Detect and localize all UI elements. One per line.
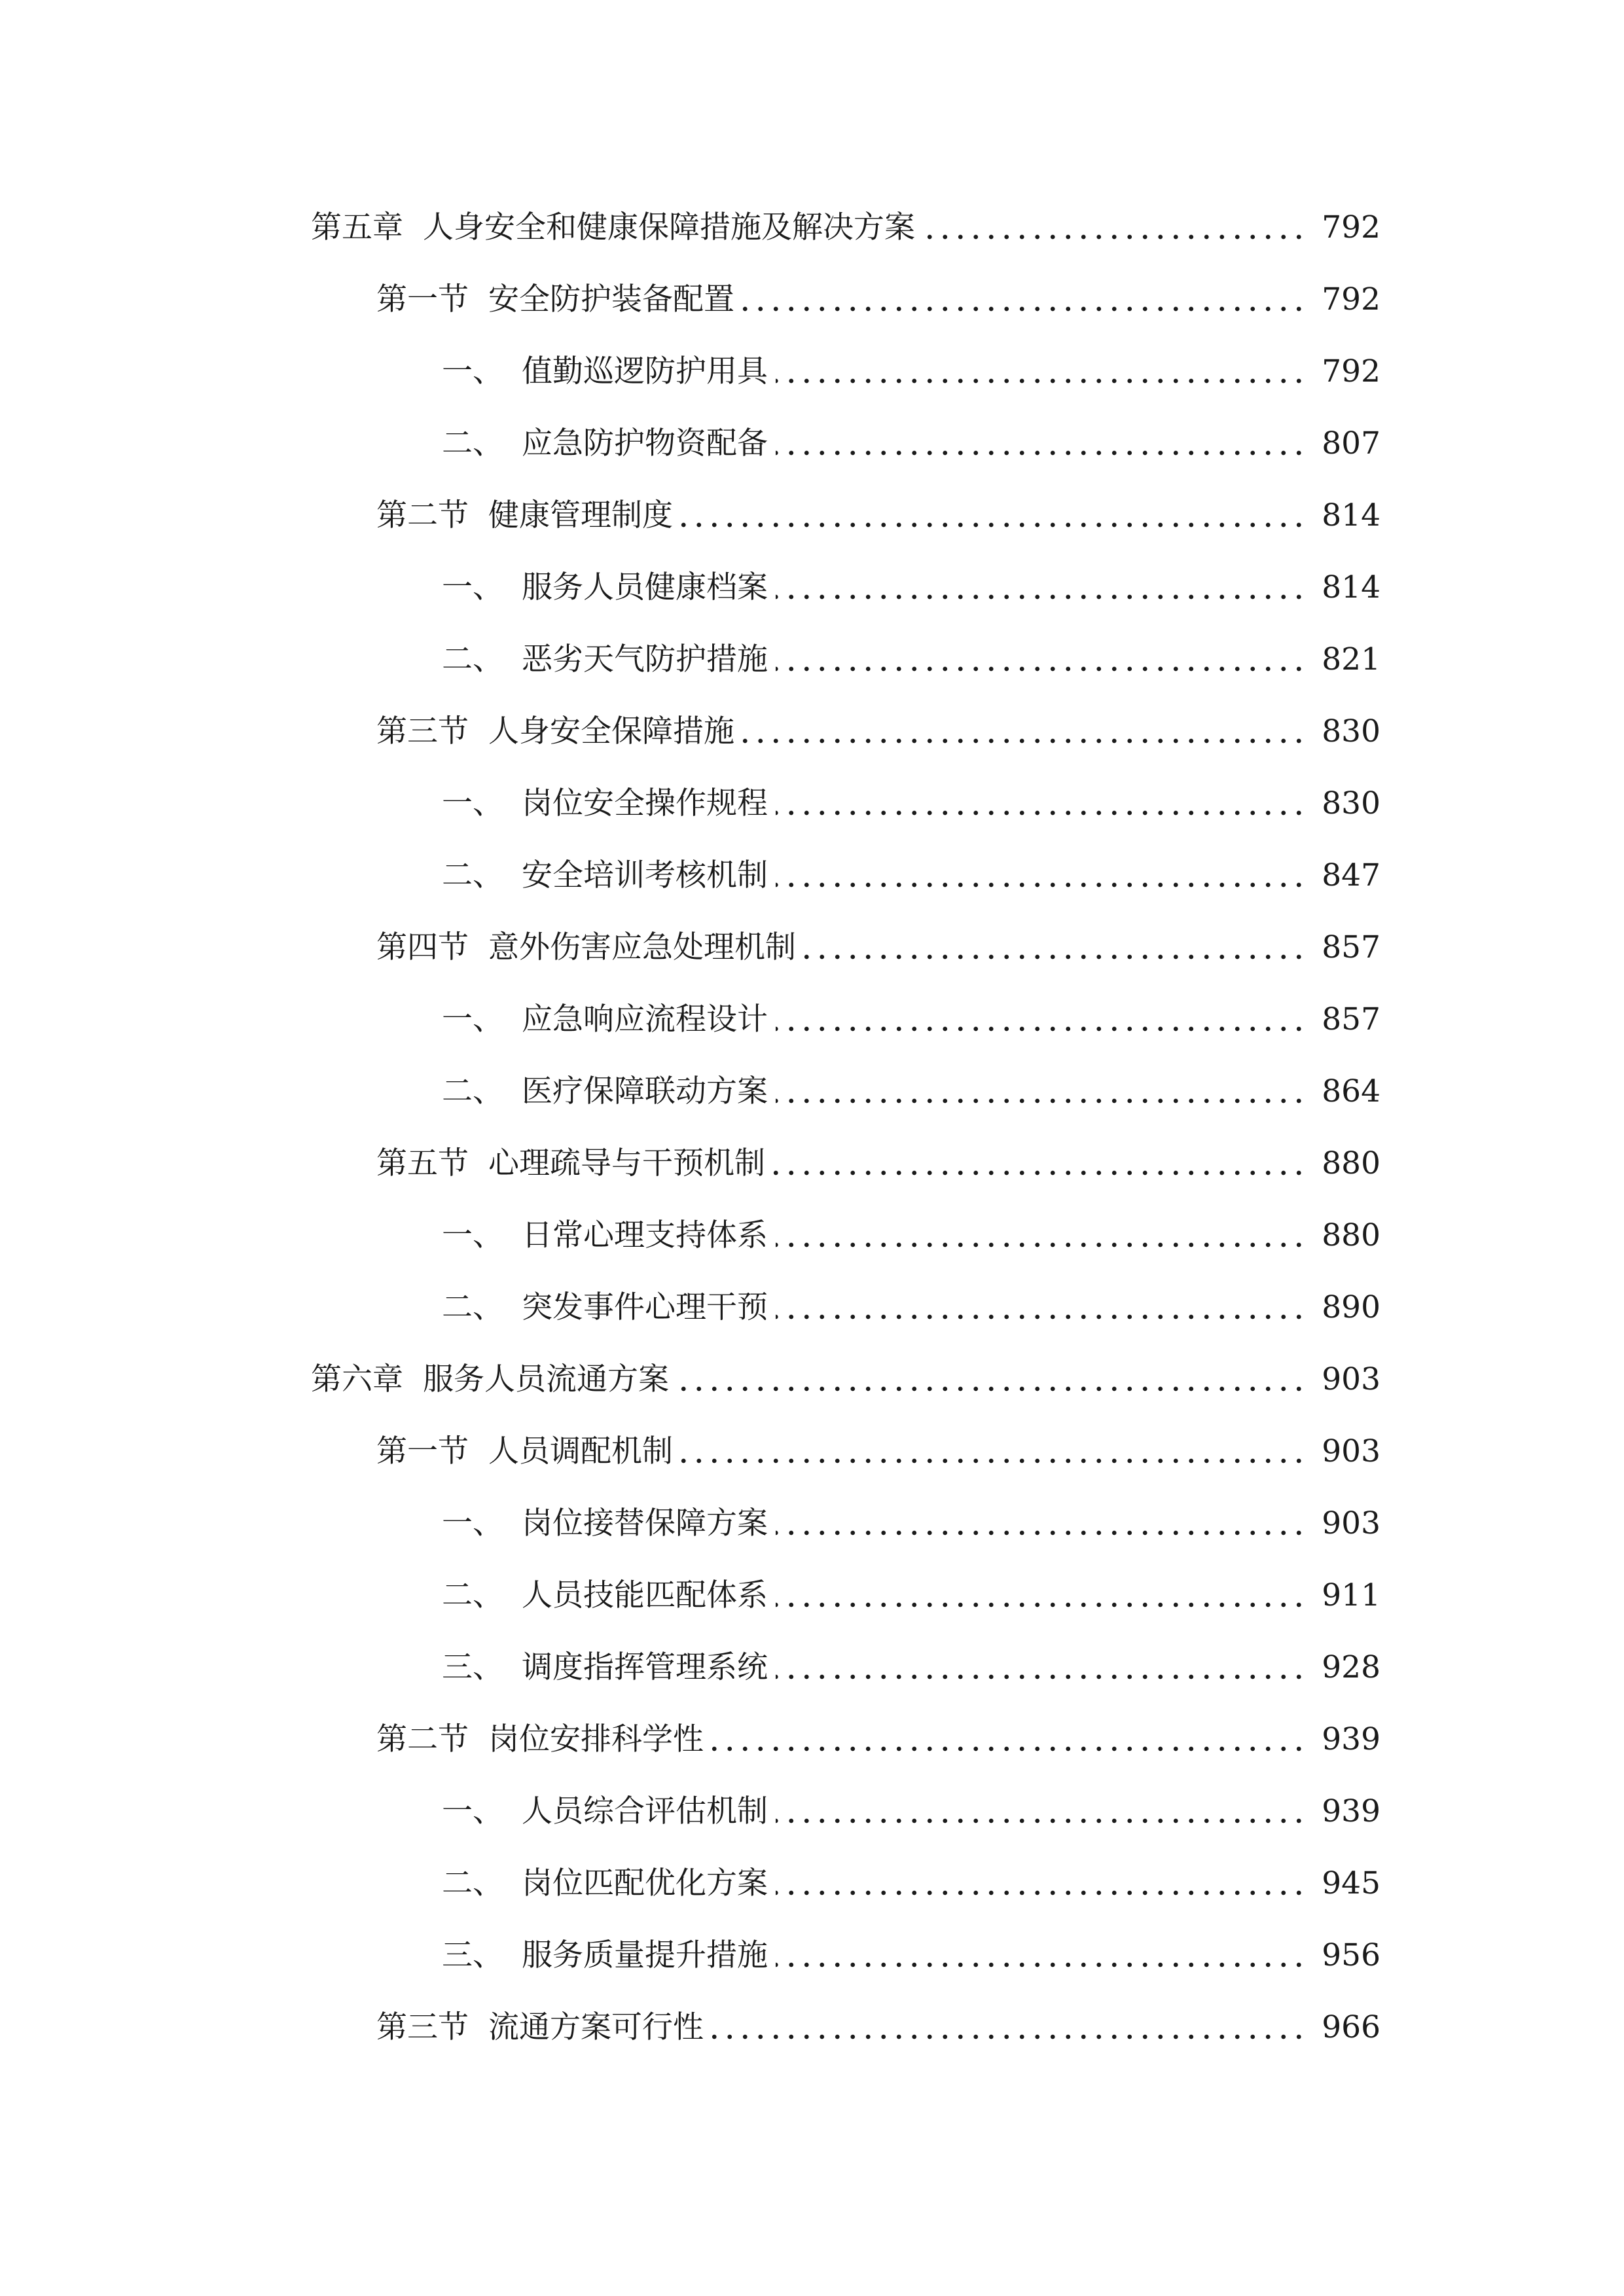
- toc-entry-title: 流通方案可行性: [488, 2009, 704, 2045]
- toc-page-number: 903: [1322, 1505, 1380, 1541]
- toc-entry-number: 二、: [442, 425, 503, 461]
- toc-section-entry[interactable]: [0, 696, 1624, 768]
- dot-leader: [681, 1432, 1307, 1471]
- dot-leader: [776, 1288, 1307, 1327]
- toc-entry-number: 第六章: [311, 1361, 403, 1397]
- table-of-contents: [0, 192, 1624, 2064]
- toc-entry-number: 第二节: [376, 497, 469, 533]
- toc-subsection-entry[interactable]: [0, 840, 1624, 912]
- dot-leader: [776, 784, 1307, 823]
- dot-leader: [742, 712, 1307, 751]
- toc-entry-title: 心理疏导与干预机制: [488, 1145, 765, 1181]
- toc-subsection-entry[interactable]: [0, 1920, 1624, 1992]
- toc-page-number: 945: [1322, 1865, 1380, 1901]
- toc-entry-title: 人员技能匹配体系: [522, 1577, 768, 1613]
- toc-entry-number: 第二节: [376, 1721, 469, 1757]
- toc-subsection-entry[interactable]: [0, 768, 1624, 840]
- toc-entry-number: 三、: [442, 1937, 503, 1973]
- dot-leader: [776, 856, 1307, 895]
- toc-entry-title: 安全培训考核机制: [522, 857, 768, 893]
- toc-page-number: 903: [1322, 1433, 1380, 1469]
- toc-page-number: 792: [1322, 209, 1380, 245]
- toc-subsection-entry[interactable]: [0, 1488, 1624, 1560]
- toc-page-number: 857: [1322, 1001, 1380, 1037]
- toc-entry-number: 一、: [442, 785, 503, 821]
- toc-page-number: 857: [1322, 929, 1380, 965]
- toc-entry-number: 第三节: [376, 713, 469, 749]
- toc-entry-number: 二、: [442, 1577, 503, 1613]
- toc-subsection-entry[interactable]: [0, 1848, 1624, 1920]
- dot-leader: [776, 1864, 1307, 1903]
- toc-entry-number: 二、: [442, 641, 503, 677]
- toc-entry-number: 一、: [442, 353, 503, 389]
- toc-subsection-entry[interactable]: [0, 1056, 1624, 1128]
- toc-entry-number: 第五节: [376, 1145, 469, 1181]
- toc-page-number: 864: [1322, 1073, 1380, 1109]
- toc-section-entry[interactable]: [0, 1704, 1624, 1776]
- toc-subsection-entry[interactable]: [0, 552, 1624, 624]
- dot-leader: [776, 1648, 1307, 1687]
- toc-entry-number: 二、: [442, 1073, 503, 1109]
- dot-leader: [776, 1216, 1307, 1255]
- toc-page-number: 814: [1322, 569, 1380, 605]
- toc-entry-title: 安全防护装备配置: [488, 281, 734, 317]
- toc-section-entry[interactable]: [0, 1128, 1624, 1200]
- dot-leader: [776, 424, 1307, 463]
- dot-leader: [776, 1576, 1307, 1615]
- toc-entry-number: 二、: [442, 1289, 503, 1325]
- toc-entry-title: 服务人员流通方案: [423, 1361, 669, 1397]
- toc-entry-title: 人身安全保障措施: [488, 713, 734, 749]
- toc-entry-title: 岗位接替保障方案: [522, 1505, 768, 1541]
- toc-page-number: 903: [1322, 1361, 1380, 1397]
- toc-subsection-entry[interactable]: [0, 624, 1624, 696]
- toc-section-entry[interactable]: [0, 1416, 1624, 1488]
- dot-leader: [776, 1504, 1307, 1543]
- dot-leader: [742, 280, 1307, 319]
- toc-entry-title: 人员调配机制: [488, 1433, 673, 1469]
- toc-section-entry[interactable]: [0, 912, 1624, 984]
- toc-entry-title: 服务人员健康档案: [522, 569, 768, 605]
- dot-leader: [776, 352, 1307, 391]
- dot-leader: [773, 1144, 1307, 1183]
- toc-entry-number: 二、: [442, 857, 503, 893]
- toc-entry-title: 人员综合评估机制: [522, 1793, 768, 1829]
- toc-page-number: 821: [1322, 641, 1380, 677]
- toc-page-number: 880: [1322, 1145, 1380, 1181]
- toc-page-number: 939: [1322, 1721, 1380, 1757]
- dot-leader: [776, 1936, 1307, 1975]
- dot-leader: [923, 208, 1307, 247]
- toc-page-number: 890: [1322, 1289, 1380, 1325]
- toc-entry-number: 一、: [442, 569, 503, 605]
- toc-entry-number: 二、: [442, 1865, 503, 1901]
- toc-entry-number: 第一节: [376, 281, 469, 317]
- dot-leader: [712, 1720, 1307, 1759]
- toc-subsection-entry[interactable]: [0, 336, 1624, 408]
- dot-leader: [681, 496, 1307, 535]
- toc-entry-number: 第四节: [376, 929, 469, 965]
- toc-page-number: 880: [1322, 1217, 1380, 1253]
- toc-entry-number: 第一节: [376, 1433, 469, 1469]
- toc-entry-number: 一、: [442, 1505, 503, 1541]
- toc-entry-number: 第三节: [376, 2009, 469, 2045]
- toc-entry-title: 岗位安排科学性: [488, 1721, 704, 1757]
- dot-leader: [677, 1360, 1307, 1399]
- toc-subsection-entry[interactable]: [0, 408, 1624, 480]
- toc-subsection-entry[interactable]: [0, 1200, 1624, 1272]
- toc-page-number: 792: [1322, 281, 1380, 317]
- toc-entry-title: 调度指挥管理系统: [522, 1649, 768, 1685]
- toc-page-number: 807: [1322, 425, 1380, 461]
- toc-chapter-entry[interactable]: [0, 192, 1624, 264]
- toc-subsection-entry[interactable]: [0, 1632, 1624, 1704]
- toc-section-entry[interactable]: [0, 1992, 1624, 2064]
- toc-page-number: 830: [1322, 785, 1380, 821]
- toc-page-number: 792: [1322, 353, 1380, 389]
- toc-subsection-entry[interactable]: [0, 1560, 1624, 1632]
- toc-page-number: 847: [1322, 857, 1380, 893]
- toc-page-number: 956: [1322, 1937, 1380, 1973]
- dot-leader: [776, 568, 1307, 607]
- toc-page-number: 814: [1322, 497, 1380, 533]
- dot-leader: [804, 928, 1307, 967]
- toc-page-number: 911: [1322, 1577, 1380, 1613]
- toc-entry-number: 一、: [442, 1217, 503, 1253]
- toc-chapter-entry[interactable]: [0, 1344, 1624, 1416]
- toc-entry-title: 意外伤害应急处理机制: [488, 929, 796, 965]
- toc-entry-title: 突发事件心理干预: [522, 1289, 768, 1325]
- toc-section-entry[interactable]: [0, 264, 1624, 336]
- toc-entry-title: 应急防护物资配备: [522, 425, 768, 461]
- toc-entry-title: 医疗保障联动方案: [522, 1073, 768, 1109]
- toc-page-number: 939: [1322, 1793, 1380, 1829]
- dot-leader: [712, 2008, 1307, 2047]
- toc-subsection-entry[interactable]: [0, 984, 1624, 1056]
- toc-subsection-entry[interactable]: [0, 1776, 1624, 1848]
- dot-leader: [776, 640, 1307, 679]
- toc-entry-number: 一、: [442, 1793, 503, 1829]
- toc-entry-title: 健康管理制度: [488, 497, 673, 533]
- toc-entry-title: 恶劣天气防护措施: [522, 641, 768, 677]
- toc-subsection-entry[interactable]: [0, 1272, 1624, 1344]
- toc-entry-title: 岗位安全操作规程: [522, 785, 768, 821]
- toc-entry-title: 应急响应流程设计: [522, 1001, 768, 1037]
- toc-entry-title: 日常心理支持体系: [522, 1217, 768, 1253]
- toc-entry-number: 第五章: [311, 209, 403, 245]
- toc-page-number: 966: [1322, 2009, 1380, 2045]
- toc-entry-title: 岗位匹配优化方案: [522, 1865, 768, 1901]
- dot-leader: [776, 1000, 1307, 1039]
- toc-entry-title: 值勤巡逻防护用具: [522, 353, 768, 389]
- dot-leader: [776, 1072, 1307, 1111]
- toc-page-number: 830: [1322, 713, 1380, 749]
- toc-entry-title: 人身安全和健康保障措施及解决方案: [423, 209, 915, 245]
- toc-entry-number: 一、: [442, 1001, 503, 1037]
- toc-section-entry[interactable]: [0, 480, 1624, 552]
- toc-page-number: 928: [1322, 1649, 1380, 1685]
- toc-entry-number: 三、: [442, 1649, 503, 1685]
- toc-entry-title: 服务质量提升措施: [522, 1937, 768, 1973]
- dot-leader: [776, 1792, 1307, 1831]
